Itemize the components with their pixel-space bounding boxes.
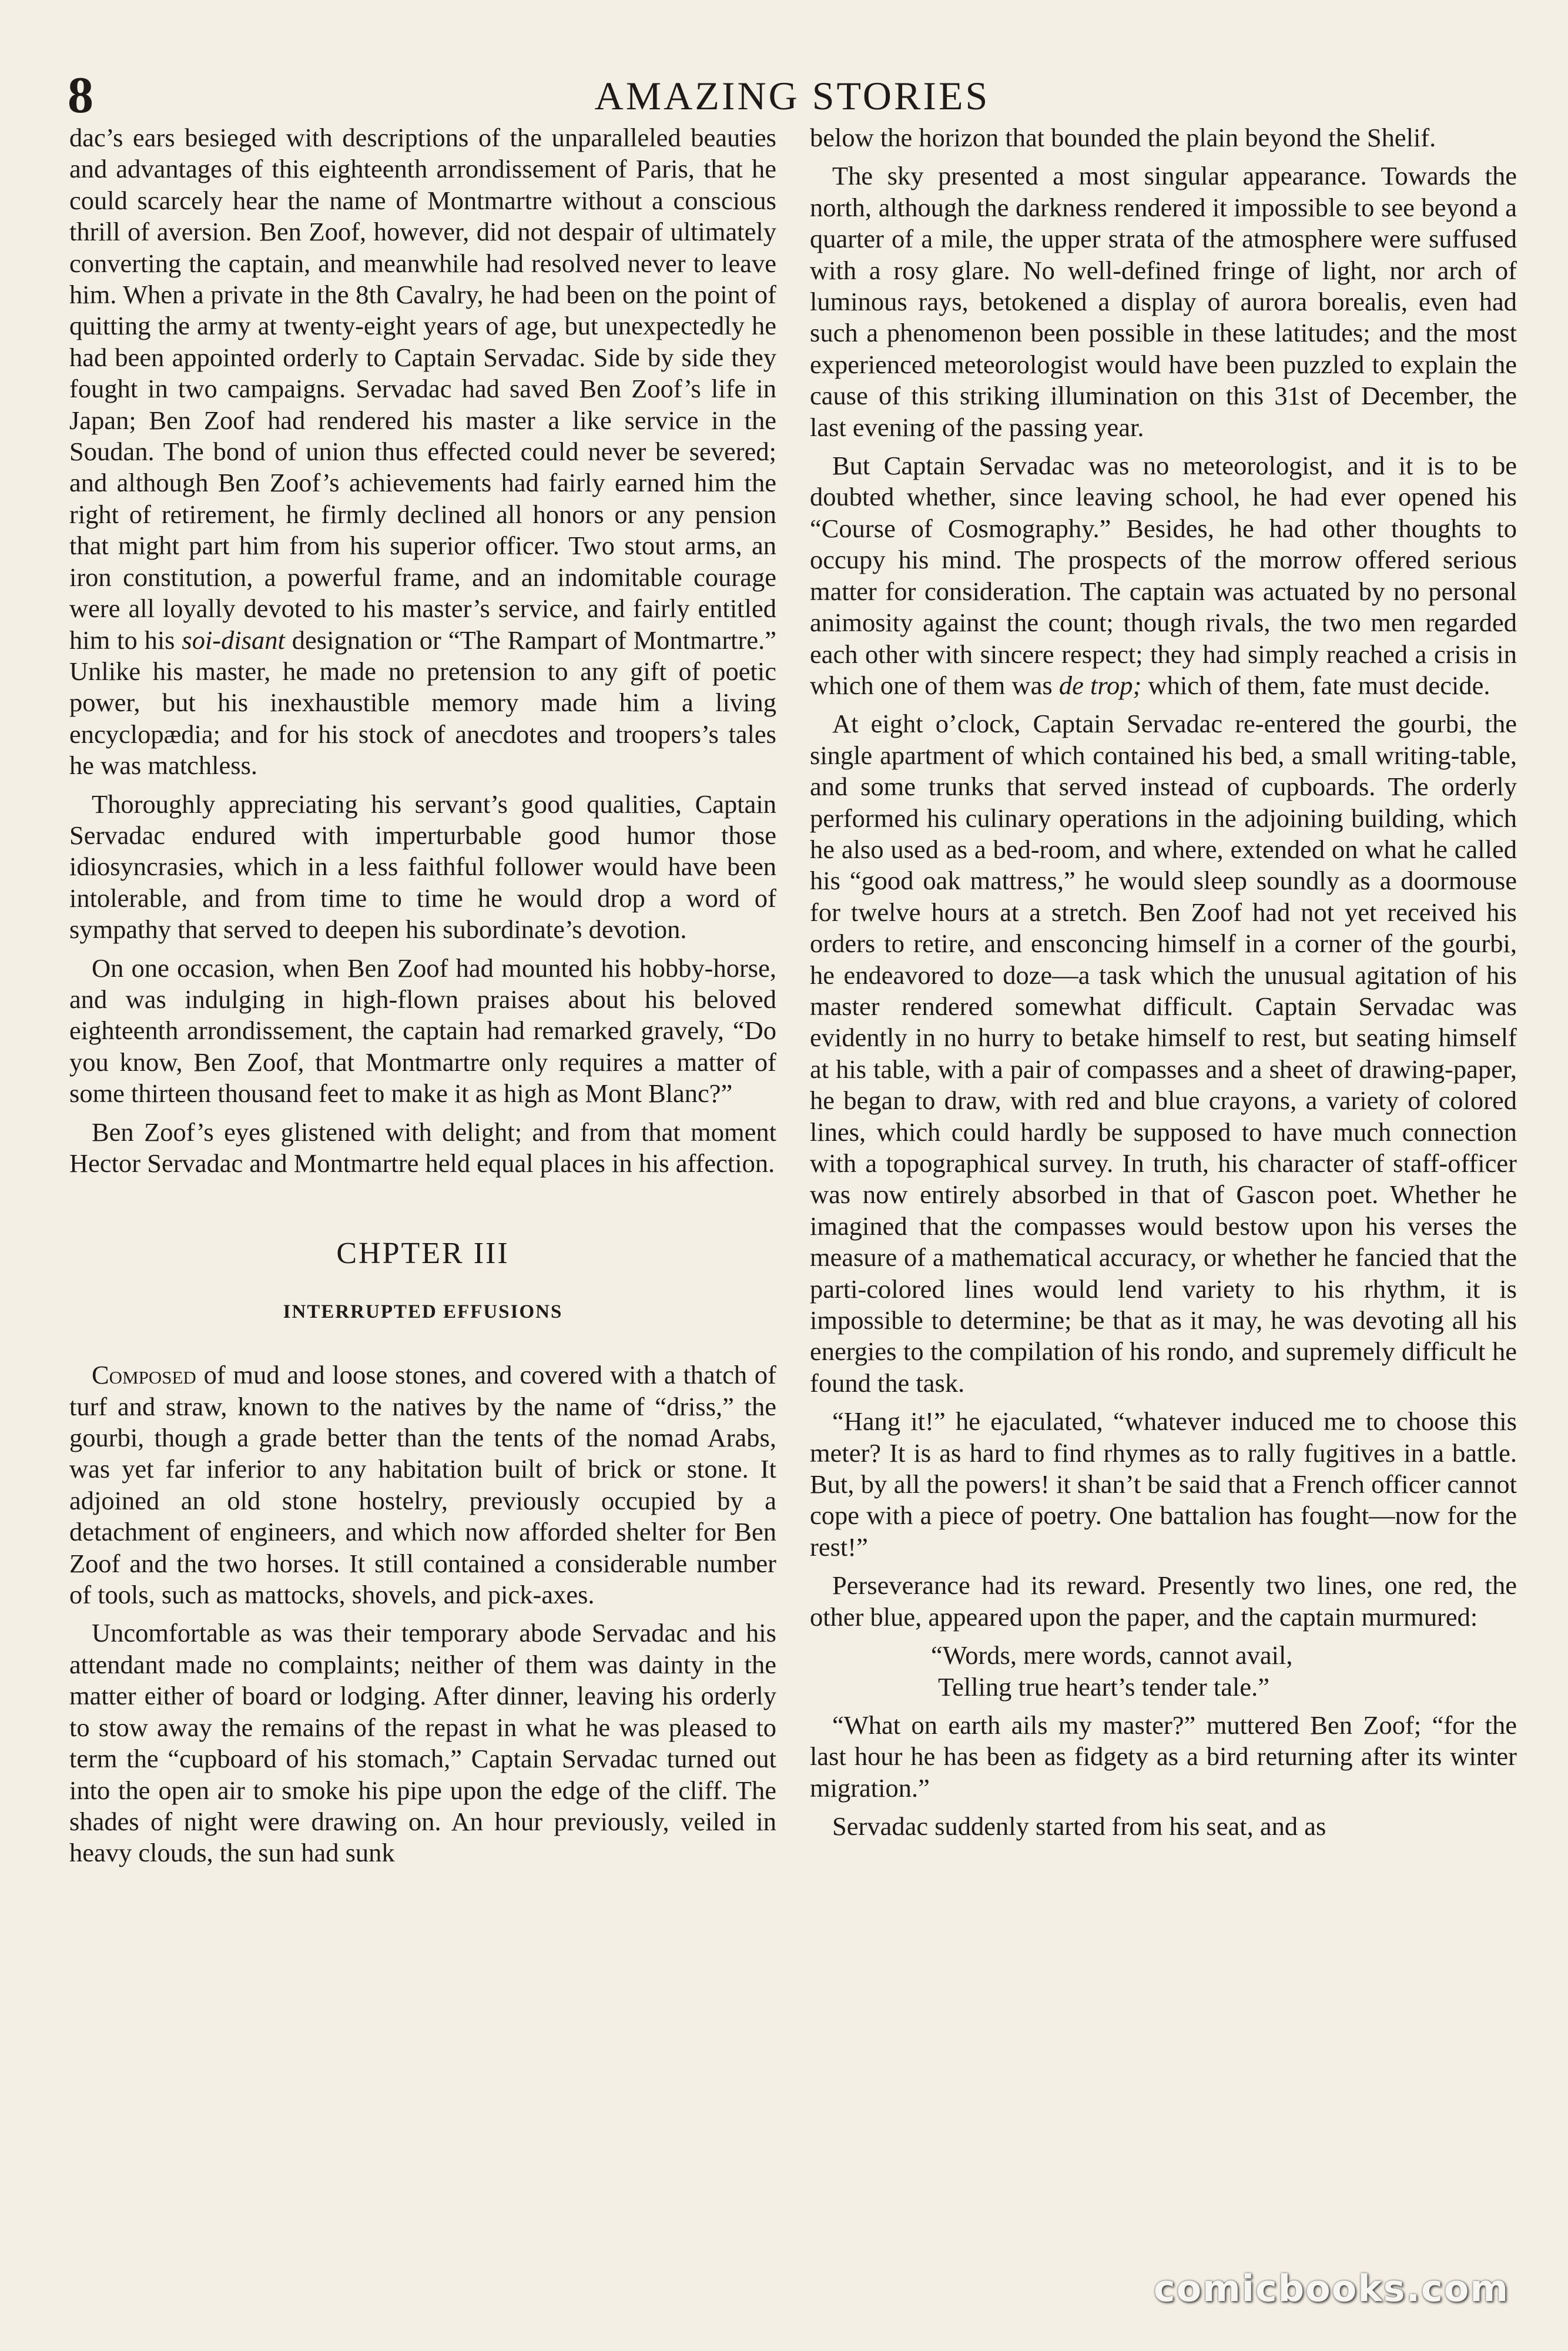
paragraph: dac’s ears besieged with descriptions of the unparalleled beauties and advantages of this eighteenth arrondissement of Paris, that he could scarcely hear the name of Montmartre without a conscious thrill of aversion. Ben Zoof, however, did not despair of ultimately converting the captain, and meanwhile had resolved never to leave him. When a private in the 8th Cavalry, he had been on the point of quitting the army at twenty-eight years of age, but unexpectedly he had been appointed orderly to Captain Servadac. Side by side they fought in two campaigns. Servadac had saved Ben Zoof’s life in Japan; Ben Zoof had rendered his master a like service in the Soudan. The bond of union thus effected could never be severed; and although Ben Zoof’s achievements had fairly earned him the right of retirement, he firmly declined all honors or any pension that might part him from his superior officer. Two stout arms, an iron constitution, a powerful frame, and an indomitable courage were all loyally devoted to his master’s service, and fairly entitled him to his soi-disant designation or “The Rampart of Montmartre.” Unlike his master, he made no pretension to any gift of poetic power, but his inexhaustible memory made him a living encyclopædia; and for his stock of anecdotes and troopers’s tales he was matchless. xyxy=(69,123,776,781)
paragraph: At eight o’clock, Captain Servadac re-entered the gourbi, the single apartment of which contained his bed, a small writing-table, and some trunks that served instead of cupboards. The orderly performed his culinary operations in the adjoining building, which he also used as a bed-room, and where, extended on what he called his “good oak mattress,” he would sleep soundly as a doormouse for twelve hours at a stretch. Ben Zoof had not yet received his orders to retire, and ensconcing himself in a corner of the gourbi, he endeavored to doze—a task which the unusual agitation of his master rendered somewhat difficult. Captain Servadac was evidently in no hurry to betake himself to rest, but seating himself at his table, with a pair of compasses and a sheet of drawing-paper, he began to draw, with red and blue crayons, a variety of colored lines, which could hardly be supposed to have much connection with a topographical survey. In truth, his character of staff-officer was now entirely absorbed in that of Gascon poet. Whether he imagined that the compasses would bestow upon his verses the measure of a mathematical accuracy, or whether he fancied that the parti-colored lines would lend variety to his rhythm, it is impossible to determine; be that as it may, he was devoting all his energies to the compilation of his rondo, and supremely difficult he found the task. xyxy=(810,709,1517,1398)
paragraph: Thoroughly appreciating his servant’s good qualities, Captain Servadac endured with imperturbable good humor those idiosyncrasies, which in a less faithful follower would have been intolerable, and from time to time he would drop a word of sympathy that served to deepen his subordinate’s devotion. xyxy=(69,789,776,945)
verse-line: “Words, mere words, cannot avail, xyxy=(931,1640,1293,1670)
verse-block xyxy=(810,1640,1517,1703)
page-title: AMAZING STORIES xyxy=(594,73,990,118)
paragraph: But Captain Servadac was no meteorologist, and it is to be doubted whether, since leaving school, he had ever opened his “Course of Cosmography.” Besides, he had other thoughts to occupy his mind. The prospects of the morrow offered serious matter for consideration. The captain was actuated by no personal animosity against the count; though rivals, the two men regarded each other with sincere respect; they had simply reached a crisis in which one of them was de trop; which of them, fate must decide. xyxy=(810,451,1517,700)
chapter-heading: CHPTER III xyxy=(336,1237,510,1271)
lead-in-word: Composed xyxy=(92,1360,196,1390)
paragraph: “Hang it!” he ejaculated, “whatever induced me to choose this meter? It is as hard to find rhymes as to rally fugitives in a battle. But, by all the powers! it shan’t be said that a French officer cannot cope with a piece of poetry. One battalion has fought—now for the rest!” xyxy=(810,1406,1517,1562)
paragraph: The sky presented a most singular appearance. Towards the north, although the darkness rendered it impossible to see beyond a quarter of a mile, the upper strata of the atmosphere were suffused with a rosy glare. No well-defined fringe of light, nor arch of luminous rays, betokened a display of aurora borealis, even had such a phenomenon been possible in these latitudes; and the most experienced meteorologist would have been puzzled to explain the cause of this striking illumination on this 31st of December, the last evening of the passing year. xyxy=(810,161,1517,442)
verse-line: Telling true heart’s tender tale.” xyxy=(938,1672,1270,1702)
right-column xyxy=(810,122,1517,1850)
paragraph: Perseverance had its reward. Presently two lines, one red, the other blue, appeared upon the paper, and the captain murmured: xyxy=(810,1570,1517,1632)
page-number: 8 xyxy=(68,67,93,124)
chapter-subtitle: INTERRUPTED EFFUSIONS xyxy=(283,1301,563,1322)
paragraph: On one occasion, when Ben Zoof had mounted his hobby-horse, and was indulging in high-flown praises about his beloved eighteenth arrondissement, the captain had remarked gravely, “Do you know, Ben Zoof, that Montmartre only requires a matter of some thirteen thousand feet to make it as high as Mont Blanc?” xyxy=(69,953,776,1108)
watermark: comicbooks.com xyxy=(1153,2267,1509,2310)
paragraph: Servadac suddenly started from his seat, and as xyxy=(832,1811,1326,1841)
paragraph: below the horizon that bounded the plain beyond the Shelif. xyxy=(810,123,1436,152)
running-header xyxy=(68,63,1517,128)
paragraph: Composed of mud and loose stones, and covered with a thatch of turf and straw, known to the natives by the name of “driss,” the gourbi, though a grade better than the tents of the nomad Arabs, was yet far inferior to any habitation built of brick or stone. It adjoined an old stone hostelry, previously occupied by a detachment of engineers, and which now afforded shelter for Ben Zoof and the two horses. It still contained a considerable number of tools, such as mattocks, shovels, and pick-axes. xyxy=(69,1360,776,1610)
left-column xyxy=(69,122,776,1876)
paragraph: Uncomfortable as was their temporary abode Servadac and his attendant made no complaints; neither of them was dainty in the matter either of board or lodging. After dinner, leaving his orderly to stow away the remains of the repast in what he was pleased to term the “cupboard of his stomach,” Captain Servadac turned out into the open air to smoke his pipe upon the edge of the cliff. The shades of night were drawing on. An hour previously, veiled in heavy clouds, the sun had sunk xyxy=(69,1618,776,1868)
paragraph: “What on earth ails my master?” muttered Ben Zoof; “for the last hour he has been as fidgety as a bird returning after its winter migration.” xyxy=(810,1710,1517,1803)
paragraph: Ben Zoof’s eyes glistened with delight; and from that moment Hector Servadac and Montmartre held equal places in his affection. xyxy=(69,1117,776,1178)
